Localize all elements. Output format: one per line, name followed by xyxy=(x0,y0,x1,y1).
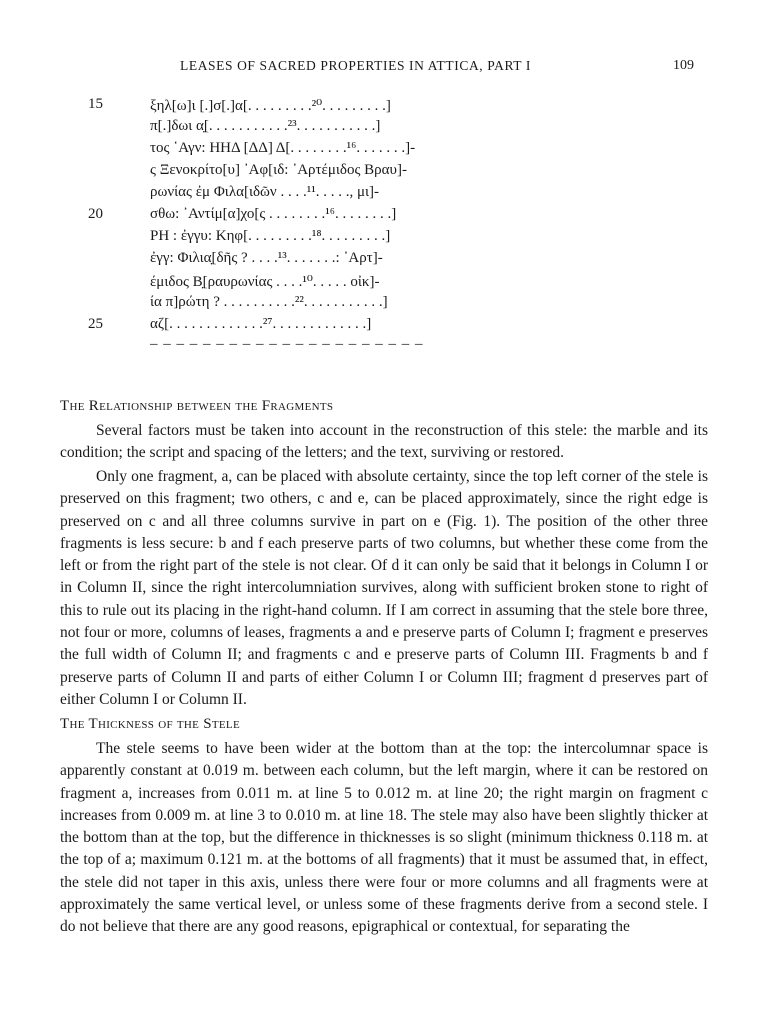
inscription-line xyxy=(0,96,768,118)
line-text: ία π]ρώτη ? . . . . . . . . . .²². . . . . . . . . . .] xyxy=(150,294,388,310)
line-text: σθω: ᾿Αντίμ[α]χο[ς . . . . . . . .¹⁶. . . . . . . .] xyxy=(150,206,397,222)
section-heading-fragments: The Relationship between the Fragments xyxy=(60,398,334,414)
line-text: ξηλ[ω]ι [.]σ[.]α[. . . . . . . . .²⁰. . . . . . . . .] xyxy=(150,98,391,114)
paragraph xyxy=(60,420,708,465)
line-text: έμιδος Β̣[ραυρωνίας . . . .¹⁰. . . . . οἰκ]- xyxy=(150,274,380,290)
inscription-line xyxy=(0,272,768,294)
line-text: ἐγγ: Φιλια̣[δῆς ? . . . .¹³. . . . . . .: ᾿Αρτ]- xyxy=(150,250,383,266)
paragraph-text: Several factors must be taken into account in the reconstruction of this stele: the marble and its condition; the script and spacing of the letters; and the text, surviving or restored. xyxy=(60,422,708,462)
inscription-line xyxy=(0,294,768,316)
line-text: τος ῾Αγν: ΗΗΔ [ΔΔ] Δ[. . . . . . . .¹⁶. . . . . . .]- xyxy=(150,140,416,156)
paragraph xyxy=(60,466,708,711)
line-number: 25 xyxy=(88,316,103,332)
line-text: ρωνίας ἐμ Φιλα[ιδῶν . . . .¹¹. . . . ., μι]- xyxy=(150,184,380,200)
line-text: αζ[. . . . . . . . . . . . .²⁷. . . . . . . . . . . . .] xyxy=(150,316,372,332)
inscription-line xyxy=(0,228,768,250)
page-number: 109 xyxy=(673,58,694,73)
broken-edge-rule: – – – – – – – – – – – – – – – – – – – – – xyxy=(150,336,424,352)
line-number: 20 xyxy=(88,206,103,222)
line-text: ς Ξενοκρίτο[υ] ᾿Αφ[ιδ: ᾿Αρτέμιδος Βραυ]- xyxy=(150,162,407,178)
paragraph xyxy=(60,738,708,939)
inscription-line xyxy=(0,162,768,184)
line-number: 15 xyxy=(88,96,103,112)
inscription-line xyxy=(0,184,768,206)
section-heading-thickness: The Thickness of the Stele xyxy=(60,716,240,732)
inscription-line xyxy=(0,316,768,338)
inscription-line xyxy=(0,140,768,162)
running-head xyxy=(0,58,768,78)
line-text: ΡΗ : ἐγγυ: Κηφ[. . . . . . . . .¹⁸. . . . . . . . .] xyxy=(150,228,391,244)
inscription-line xyxy=(0,250,768,272)
paragraph-text: The stele seems to have been wider at the bottom than at the top: the intercolumnar space is apparently constant at 0.019 m. between each column, but the left margin, where it can be restored on fragment a, increases from 0.011 m. at line 5 to 0.012 m. at line 20; the right margin on fragment c increases from 0.009 m. at line 3 to 0.010 m. at line 18. The stele may also have been slightly thicker at the bottom than at the top, but the difference in thicknesses is so slight (minimum thickness 0.118 m. at the top of a; maximum 0.121 m. at the bottoms of all fragments) that it must be assumed that, in effect, the stele did not taper in this axis, unless there were four or more columns and all fragments were at approximately the same vertical level, or unless some of these fragments derive from a second stele. I do not believe that there are any good reasons, epigraphical or contextual, for separating the xyxy=(60,740,708,936)
inscription-line xyxy=(0,206,768,228)
inscription-line xyxy=(0,118,768,140)
paragraph-text: Only one fragment, a, can be placed with absolute certainty, since the top left corner of the stele is preserved on this fragment; two others, c and e, can be placed approximately, since the right edge is preserved on c and all three columns survive in part on e (Fig. 1). The position of the other three fragments is less secure: b and f each preserve parts of two columns, but whether these come from the left or from the right part of the stele is not clear. Of d it can only be said that it belongs in Column I or in Column II, since the right intercolumniation survives, along with sufficient broken stone to right of this to rule out its placing in the right-hand column. If I am correct in assuming that the stele bore three, not four or more, columns of leases, fragments a and e preserve parts of Column I; fragment e preserves the full width of Column II; and fragments c and e preserve parts of Column III. Fragments b and f preserve parts of Column II and parts of either Column I or Column III; fragment d preserves part of either Column I or Column II. xyxy=(60,468,708,708)
line-text: π[.]δωι α̣[. . . . . . . . . . .²³. . . . . . . . . . .] xyxy=(150,118,381,134)
running-title: LEASES OF SACRED PROPERTIES IN ATTICA, PART I xyxy=(180,58,531,73)
